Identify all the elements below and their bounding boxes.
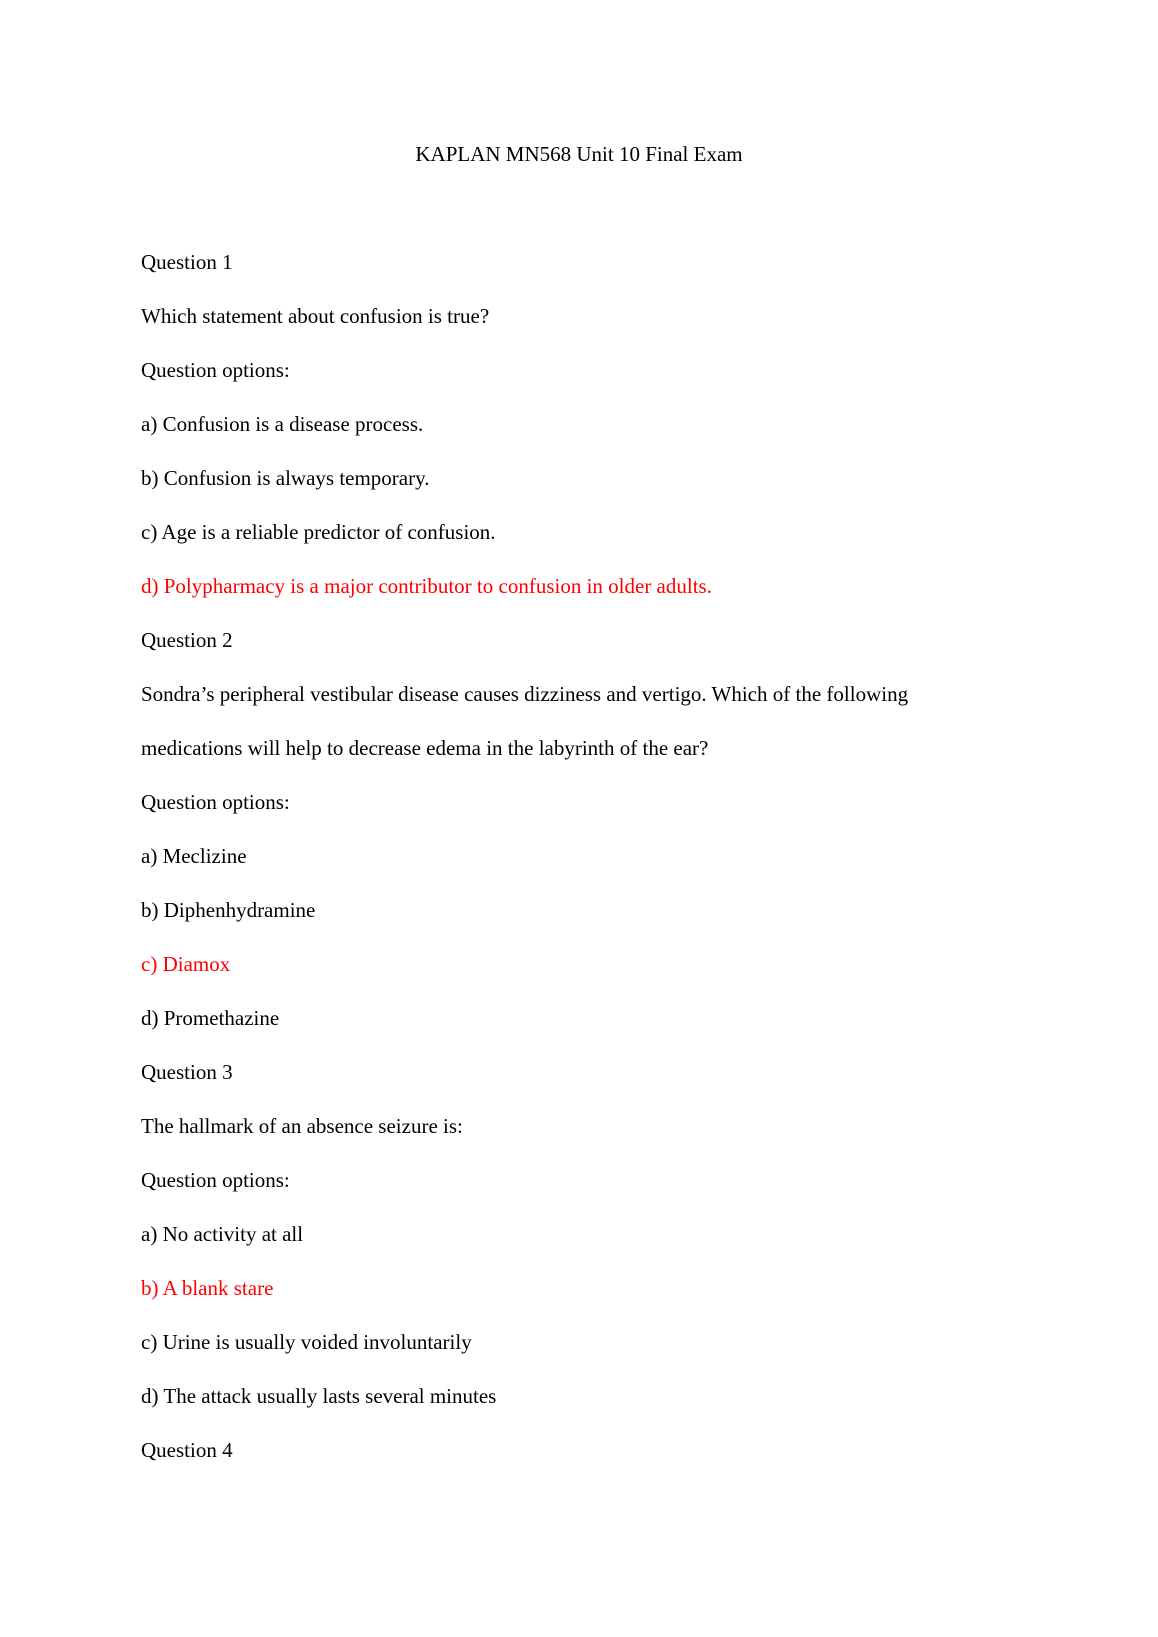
question-1-option-b: b) Confusion is always temporary.: [141, 466, 430, 490]
question-4-heading: Question 4: [141, 1438, 233, 1462]
question-1-heading: Question 1: [141, 250, 233, 274]
question-2-option-d: d) Promethazine: [141, 1006, 280, 1030]
question-3-text: The hallmark of an absence seizure is:: [141, 1114, 463, 1138]
question-2-option-c-answer: c) Diamox: [141, 952, 231, 976]
question-1-option-d-answer: d) Polypharmacy is a major contributor to confusion in older adults.: [141, 574, 712, 598]
question-2-text-line-1: Sondra’s peripheral vestibular disease causes dizziness and vertigo. Which of the following: [141, 682, 909, 706]
question-3-options-label: Question options:: [141, 1168, 290, 1192]
question-2-options-label: Question options:: [141, 790, 290, 814]
question-3-option-c: c) Urine is usually voided involuntarily: [141, 1330, 472, 1354]
question-1-text: Which statement about confusion is true?: [141, 304, 490, 328]
question-3-option-a: a) No activity at all: [141, 1222, 304, 1246]
exam-body: [141, 248, 1021, 1490]
page-title: KAPLAN MN568 Unit 10 Final Exam: [415, 142, 743, 166]
question-3-heading: Question 3: [141, 1060, 233, 1084]
question-2-text-line-2: medications will help to decrease edema in the labyrinth of the ear?: [141, 736, 709, 760]
question-3-option-d: d) The attack usually lasts several minutes: [141, 1384, 497, 1408]
question-2-heading: Question 2: [141, 628, 233, 652]
question-2-option-b: b) Diphenhydramine: [141, 898, 316, 922]
question-3-option-b-answer: b) A blank stare: [141, 1276, 274, 1300]
question-1-option-a: a) Confusion is a disease process.: [141, 412, 424, 436]
question-2-option-a: a) Meclizine: [141, 844, 247, 868]
question-1-option-c: c) Age is a reliable predictor of confusion.: [141, 520, 496, 544]
question-1-options-label: Question options:: [141, 358, 290, 382]
